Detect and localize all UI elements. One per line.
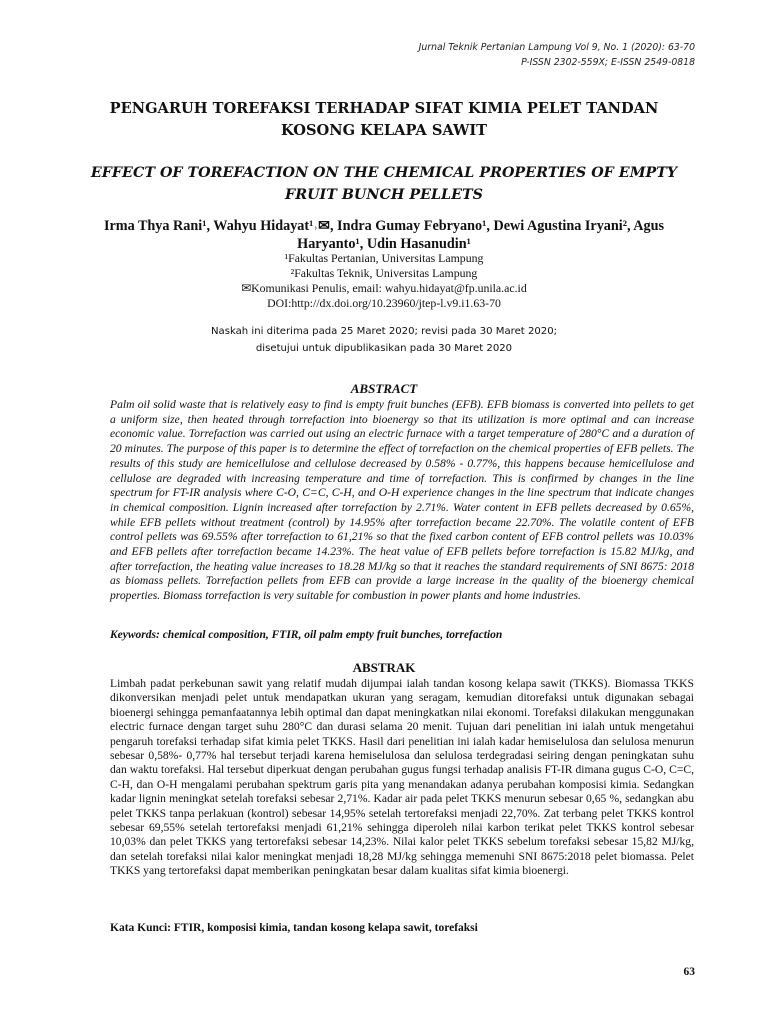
abstract-english-text: Palm oil solid waste that is relatively easy to find is empty fruit bunches (EFB). EFB biomass is converted into pellets to get a uniform size, then heated through torrefaction into bioenergy so that its utilization is more optimal and can increase economic value. Torrefaction was carried out using an electric furnace with a target temperature of 280°C and a duration of 20 minutes. The purpose of this paper is to determine the effect of torrefaction on the chemical properties of EFB pellets. The results of this study are hemicellulose and cellulose decreased by 0.58% - 0.77%, this happens because hemicellulose and cellulose are degraded with increasing temperature and time of torrefaction. This is confirmed by changes in the line spectrum for FT-IR analysis where C-O, C=C, C-H, and O-H experience changes in the line spectrum that indicate changes in chemical composition. Lignin increased after torrefaction by 2.71%. Water content in EFB pellets decreased by 0.65%, while EFB pellets without treatment (control) by 14.95% after torrefaction became 22.70%. The volatile content of EFB control pellets was 69.55% after torrefaction to 61,21% so that the fixed carbon content of EFB control pellets was 10.03% and EFB pellets after torrefaction became 14.23%. The heat value of EFB pellets before torrefaction is 15.82 MJ/kg, and after torrefaction, the heating value increases to 18.28 MJ/kg so that it reaches the standard requirements of SNI 8675: 2018 as biomass pellets. Torrefaction pellets from EFB can provide a large increase in the quality of the bioenergy chemical properties. Biomass torrefaction is very suitable for combustion in power plants and home industries.	[110, 398, 694, 603]
abstract-indonesian-text: Limbah padat perkebunan sawit yang relatif mudah dijumpai ialah tandan kosong kelapa sawit (TKKS). Biomassa TKKS dikonversikan menjadi pelet untuk mendapatkan ukuran yang seragam, kemudian ditorefaksi untuk digunakan sebagai bioenergi sehingga pemanfaatannya lebih optimal dan dapat meningkatkan nilai ekonomi. Torefaksi dilakukan menggunakan electric furnace dengan target suhu 280°C dan durasi selama 20 menit. Tujuan dari penelitian ini ialah untuk mengetahui pengaruh torefaksi terhadap sifat kimia pelet TKKS. Hasil dari penelitian ini ialah kadar hemiselulosa dan selulosa menurun sebesar 0,58%- 0,77% hal tersebut terjadi karena hemiselulosa dan selulosa terdegradasi seiring dengan peningkatan suhu dan waktu torefaksi. Hal tersebut diperkuat dengan perubahan gugus fungsi terhadap analisis FT-IR dimana gugus C-O, C=C, C-H, dan O-H mengalami perubahan spektrum garis pita yang menandakan adanya perubahan komposisi kimia. Sedangkan kadar lignin meningkat setelah torefaksi sebesar 2,71%. Kadar air pada pelet TKKS menurun sebesar 0,65 %, sedangkan abu pelet TKKS tanpa perlakuan (kontrol) sebesar 14,95% setelah tertorefaksi menjadi 22,70%. Zat terbang pelet TKKS kontrol sebesar 69,55% setelah tertorefaksi menjadi 61,21% sehingga diperoleh nilai karbon terikat pelet TKKS kontrol sebesar 10,03% dan pelet TKKS yang tertorefaksi sebesar 14,23%. Nilai kalor pelet TKKS sebelum torefaksi sebesar 15,82 MJ/kg, dan setelah torefaksi nilai kalor meningkat menjadi 18,28 MJ/kg sehingga memenuhi SNI 8675:2018 pelet biomassa. Pelet TKKS yang tertorefaksi dapat memberikan peningkatan besar dalam kualitas sifat kimia bioenergi.	[110, 677, 694, 878]
affiliation-1: ¹Fakultas Pertanian, Universitas Lampung	[284, 251, 484, 265]
abstract-heading: ABSTRACT	[350, 381, 418, 396]
journal-header	[419, 40, 695, 70]
affiliation-2: ²Fakultas Teknik, Universitas Lampung	[290, 266, 478, 280]
author-list: Irma Thya Rani¹, Wahyu Hidayat¹˒✉, Indra Gumay Febryano¹, Dewi Agustina Iryani², Agus Haryanto¹, Udin Hasanudin¹	[103, 218, 665, 252]
journal-citation: Jurnal Teknik Pertanian Lampung Vol 9, No. 1 (2020): 63-70	[418, 42, 695, 53]
keywords-indonesian: Kata Kunci: FTIR, komposisi kimia, tandan kosong kelapa sawit, torefaksi	[110, 922, 478, 934]
dates-line-1: Naskah ini diterima pada 25 Maret 2020; revisi pada 30 Maret 2020;	[210, 326, 558, 337]
abstrak-heading: ABSTRAK	[352, 660, 416, 675]
affiliations	[84, 251, 684, 311]
doi-link[interactable]: DOI:http://dx.doi.org/10.23960/jtep-l.v9.i1.63-70	[267, 296, 501, 310]
title-indonesian: PENGARUH TOREFAKSI TERHADAP SIFAT KIMIA PELET TANDAN KOSONG KELAPA SAWIT	[109, 100, 659, 139]
title-english: EFFECT OF TOREFACTION ON THE CHEMICAL PROPERTIES OF EMPTY FRUIT BUNCH PELLETS	[90, 165, 678, 203]
submission-dates	[84, 323, 684, 357]
keywords-english: Keywords: chemical composition, FTIR, oil palm empty fruit bunches, torrefaction	[110, 629, 503, 641]
correspondence-email: ✉Komunikasi Penulis, email: wahyu.hidayat@fp.unila.ac.id	[241, 281, 527, 295]
journal-issn: P-ISSN 2302-559X; E-ISSN 2549-0818	[521, 57, 695, 68]
dates-line-2: disetujui untuk dipublikasikan pada 30 Maret 2020	[255, 343, 513, 354]
page-number: 63	[683, 966, 695, 978]
